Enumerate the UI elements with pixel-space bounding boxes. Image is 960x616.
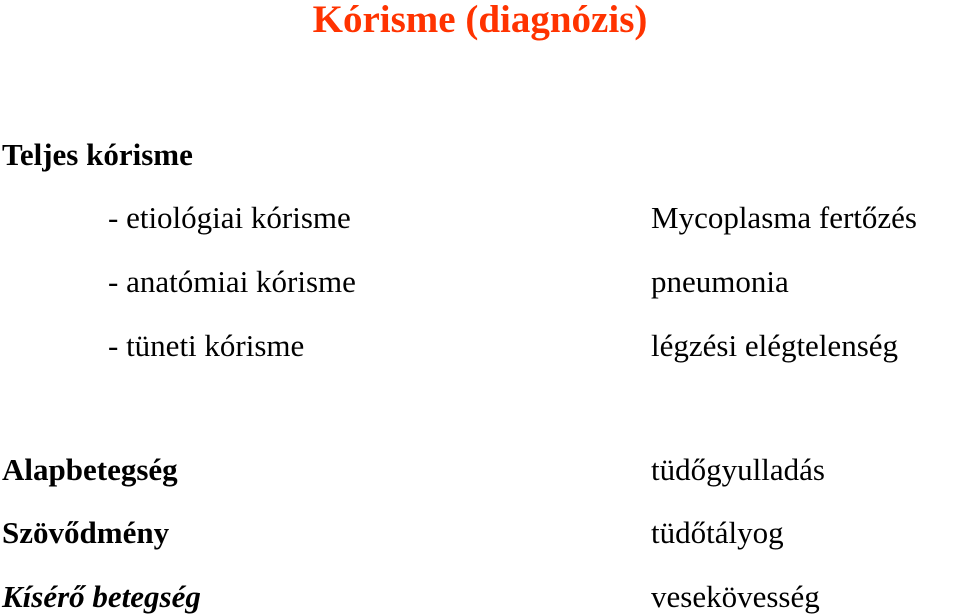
szovodmeny-value: tüdőtályog [651, 515, 784, 550]
anatomiai-korisme-label: - anatómiai kórisme [108, 264, 356, 299]
kisero-betegseg-value: vesekövesség [651, 579, 820, 614]
anatomiai-korisme-value: pneumonia [651, 264, 789, 299]
section-heading-teljes-korisme: Teljes kórisme [2, 137, 193, 172]
tuneti-korisme-value: légzési elégtelenség [651, 328, 899, 363]
alapbetegseg-label: Alapbetegség [2, 452, 178, 487]
alapbetegseg-value: tüdőgyulladás [651, 452, 825, 487]
szovodmeny-label: Szövődmény [2, 515, 170, 550]
etiologiai-korisme-label: - etiológiai kórisme [108, 200, 351, 235]
etiologiai-korisme-value: Mycoplasma fertőzés [651, 200, 917, 235]
page-title: Kórisme (diagnózis) [312, 0, 648, 41]
kisero-betegseg-label: Kísérő betegség [2, 579, 201, 614]
tuneti-korisme-label: - tüneti kórisme [108, 328, 305, 363]
